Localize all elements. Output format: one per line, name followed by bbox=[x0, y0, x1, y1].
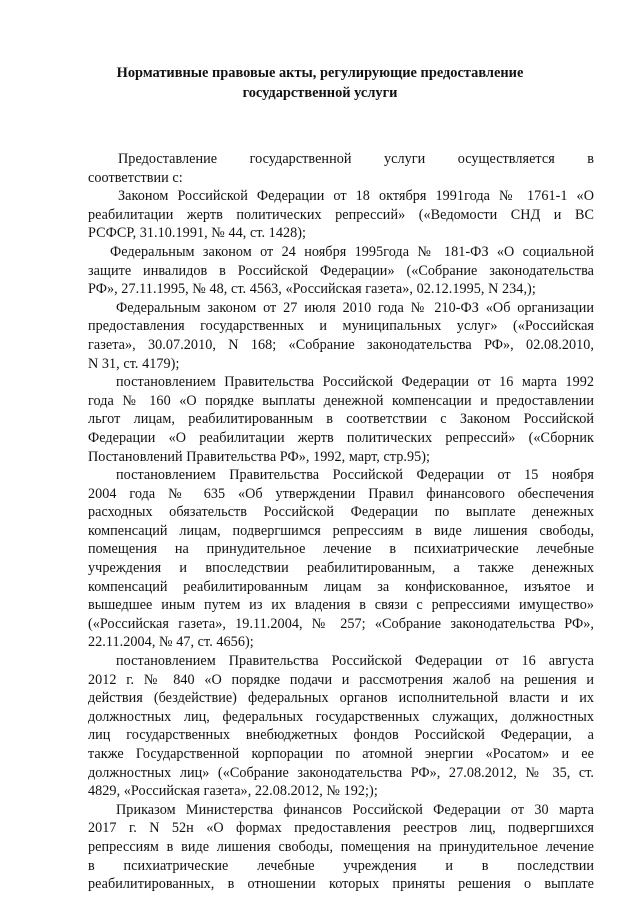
paragraph bbox=[88, 299, 594, 373]
text-line: 2004 года № 635 «Об утверждении Правил финансового обеспечения bbox=[88, 485, 594, 502]
text-line: учреждения и впоследствии реабилитированным, а также денежных bbox=[88, 560, 594, 577]
text-line: Федеральным законом от 24 ноября 1995года № 181-ФЗ «О социальной bbox=[110, 243, 594, 260]
text-line: года № 160 «О порядке выплаты денежной компенсации и предоставлении bbox=[88, 392, 594, 409]
paragraph bbox=[88, 466, 594, 652]
text-line: должностных лиц, федеральных государственных служащих, должностных bbox=[88, 708, 594, 725]
text-line: компенсаций реабилитированным лицам за конфискованное, изъятое и bbox=[88, 578, 594, 595]
text-line: постановлением Правительства Российской Федерации от 16 марта 1992 bbox=[116, 374, 594, 391]
text-line: Федерации «О реабилитации жертв политических репрессий» («Сборник bbox=[88, 429, 594, 446]
text-line: («Российская газета», 19.11.2004, № 257; «Собрание законодательства РФ», bbox=[88, 615, 594, 632]
text-line: РСФСР, 31.10.1991, № 44, ст. 1428); bbox=[88, 225, 307, 242]
text-line: предоставления государственных и муниципальных услуг» («Российская bbox=[88, 318, 594, 335]
text-line: постановлением Правительства Российской Федерации от 15 ноября bbox=[116, 467, 594, 484]
text-line: 4829, «Российская газета», 22.08.2012, № 192;); bbox=[88, 783, 378, 800]
text-line: в психиатрические лечебные учреждения и в последствии bbox=[88, 857, 594, 874]
text-line: репрессиям в виде лишения свободы, помещения на принудительное лечение bbox=[88, 838, 594, 855]
text-line: Приказом Министерства финансов Российской Федерации от 30 марта bbox=[116, 801, 594, 818]
text-line: Законом Российской Федерации от 18 октября 1991года № 1761-1 «О bbox=[118, 188, 594, 205]
paragraph bbox=[88, 243, 594, 299]
text-line: Постановлений Правительства РФ», 1992, март, стр.95); bbox=[88, 448, 431, 465]
text-line: 2012 г. № 840 «О порядке подачи и рассмотрения жалоб на решения и bbox=[88, 671, 594, 688]
title-line-2: государственной услуги bbox=[242, 85, 398, 101]
text-line: защите инвалидов в Российской Федерации» («Собрание законодательства bbox=[88, 262, 594, 279]
text-line: реабилитированных, в отношении которых приняты решения о выплате bbox=[88, 876, 594, 893]
text-line: действия (бездействие) федеральных органов исполнительной власти и их bbox=[88, 690, 594, 707]
text-line: должностных лиц» («Собрание законодательства РФ», 27.08.2012, № 35, ст. bbox=[88, 764, 594, 781]
text-line: компенсаций лицам, подвергшимся репрессиям в виде лишения свободы, bbox=[88, 522, 594, 539]
paragraph bbox=[88, 150, 594, 187]
text-line: соответствии с: bbox=[88, 169, 183, 186]
text-line: N 31, ст. 4179); bbox=[88, 355, 180, 372]
text-line: расходных обязательств Российской Федерации по выплате денежных bbox=[88, 504, 594, 521]
text-line: Федеральным законом от 27 июля 2010 года № 210-ФЗ «Об организации bbox=[116, 299, 594, 316]
text-line: газета», 30.07.2010, N 168; «Собрание законодательства РФ», 02.08.2010, bbox=[88, 336, 594, 353]
text-line: также Государственной корпорации по атомной энергии «Росатом» и ее bbox=[88, 746, 594, 762]
text-line: РФ», 27.11.1995, № 48, ст. 4563, «Российская газета», 02.12.1995, N 234,); bbox=[88, 281, 536, 298]
paragraph bbox=[88, 187, 594, 243]
text-line: льгот лицам, реабилитированным в соответствии с Законом Российской bbox=[88, 411, 594, 428]
text-line: Предоставление государственной услуги осуществляется в bbox=[118, 151, 594, 167]
text-line: реабилитации жертв политических репрессий» («Ведомости СНД и ВС bbox=[88, 206, 594, 223]
text-line: вышедшее иным путем из их владения в связи с репрессиями имущество» bbox=[88, 597, 594, 614]
document-title bbox=[100, 63, 540, 103]
text-line: 22.11.2004, № 47, ст. 4656); bbox=[88, 634, 254, 651]
document-body bbox=[88, 150, 594, 894]
text-line: лиц государственных внебюджетных фондов Российской Федерации, а bbox=[88, 727, 594, 744]
text-line: постановлением Правительства Российской Федерации от 16 августа bbox=[116, 653, 594, 670]
paragraph bbox=[88, 801, 594, 894]
text-line: 2017 г. N 52н «О формах предоставления реестров лиц, подвергшихся bbox=[88, 820, 594, 837]
title-line-1: Нормативные правовые акты, регулирующие предоставление bbox=[116, 65, 524, 81]
paragraph bbox=[88, 373, 594, 466]
text-line: помещения на принудительное лечение в психиатрические лечебные bbox=[88, 541, 594, 558]
paragraph bbox=[88, 652, 594, 801]
